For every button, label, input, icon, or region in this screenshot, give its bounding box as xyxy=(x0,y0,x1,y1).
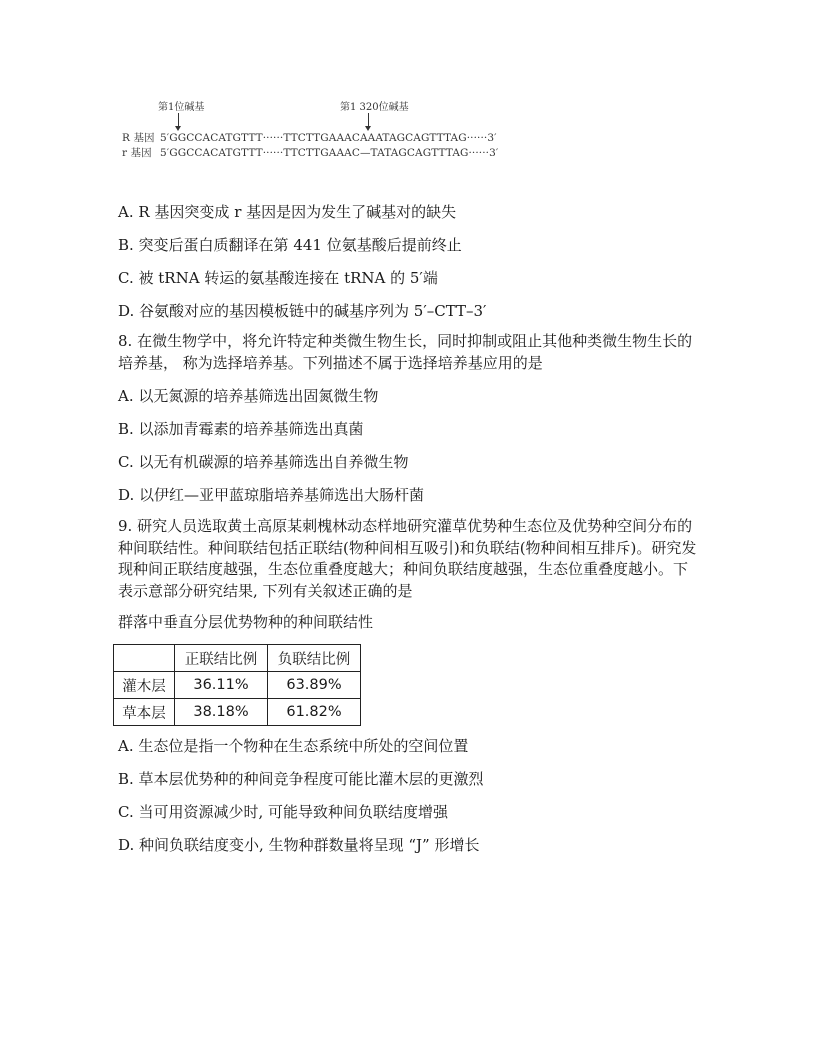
sequence-row-r xyxy=(122,145,498,160)
q7-option-d: D. 谷氨酸对应的基因模板链中的碱基序列为 5′–CTT–3′ xyxy=(118,302,487,320)
q9-stem: 9. 研究人员选取黄土高原某刺槐林动态样地研究灌草优势种生态位及优势种空间分布的种间联结性。种间联结包括正联结(物种间相互吸引)和负联结(物种间相互排斥)。研究发现种间正联结度越强，生态位重叠度越大；种间负联结度越强，生态位重叠度越小。下表示意部分研究结果, 下列有关叙述正确的是 xyxy=(118,517,697,600)
association-table xyxy=(113,644,361,726)
table-cell: 61.82% xyxy=(268,699,361,726)
q7-option-b: B. 突变后蛋白质翻译在第 441 位氨基酸后提前终止 xyxy=(118,236,462,254)
table-header-cell: 正联结比例 xyxy=(175,645,268,672)
q8-stem: 8. 在微生物学中，将允许特定种类微生物生长，同时抑制或阻止其他种类微生物生长的培养基， 称为选择培养基。下列描述不属于选择培养基应用的是 xyxy=(118,332,693,372)
table-cell: 63.89% xyxy=(268,672,361,699)
gene-sequence: 5′GGCCACATGTTT······TTCTTGAAACAAATAGCAGTTTAG······3′ xyxy=(160,132,497,144)
gene-name: R 基因 xyxy=(122,132,155,144)
q9-option-d: D. 种间负联结度变小, 生物种群数量将呈现 “J” 形增长 xyxy=(118,836,480,854)
sequence-row-R xyxy=(122,130,497,145)
figure-label-1320-base: 第1 320位碱基 xyxy=(340,102,409,113)
table-header-cell: 负联结比例 xyxy=(268,645,361,672)
q8-option-d: D. 以伊红—亚甲蓝琼脂培养基筛选出大肠杆菌 xyxy=(118,486,425,504)
sequence-figure xyxy=(122,96,542,166)
q9-option-a: A. 生态位是指一个物种在生态系统中所处的空间位置 xyxy=(118,737,469,755)
table-cell: 36.11% xyxy=(175,672,268,699)
q7-option-a: A. R 基因突变成 r 基因是因为发生了碱基对的缺失 xyxy=(118,203,457,221)
q9-option-c: C. 当可用资源减少时, 可能导致种间负联结度增强 xyxy=(118,803,449,821)
q7-option-c: C. 被 tRNA 转运的氨基酸连接在 tRNA 的 5′端 xyxy=(118,269,438,287)
table-header-cell xyxy=(114,645,175,672)
arrow-down-icon xyxy=(368,113,369,127)
table-header-row xyxy=(114,645,361,672)
table-cell: 灌木层 xyxy=(114,672,175,699)
figure-label-first-base: 第1位碱基 xyxy=(158,102,205,113)
table-title: 群落中垂直分层优势物种的种间联结性 xyxy=(118,613,374,631)
q8-option-a: A. 以无氮源的培养基筛选出固氮微生物 xyxy=(118,387,379,405)
q8-option-c: C. 以无有机碳源的培养基筛选出自养微生物 xyxy=(118,453,409,471)
table-row xyxy=(114,699,361,726)
q8-option-b: B. 以添加青霉素的培养基筛选出真菌 xyxy=(118,420,364,438)
table-row xyxy=(114,672,361,699)
table-cell: 草本层 xyxy=(114,699,175,726)
gene-sequence: 5′GGCCACATGTTT······TTCTTGAAAC—TATAGCAGTTTAG······3′ xyxy=(160,147,499,159)
q9-option-b: B. 草本层优势种的种间竞争程度可能比灌木层的更激烈 xyxy=(118,770,484,788)
table-cell: 38.18% xyxy=(175,699,268,726)
gene-name: r 基因 xyxy=(122,147,152,159)
arrow-down-icon xyxy=(178,113,179,127)
